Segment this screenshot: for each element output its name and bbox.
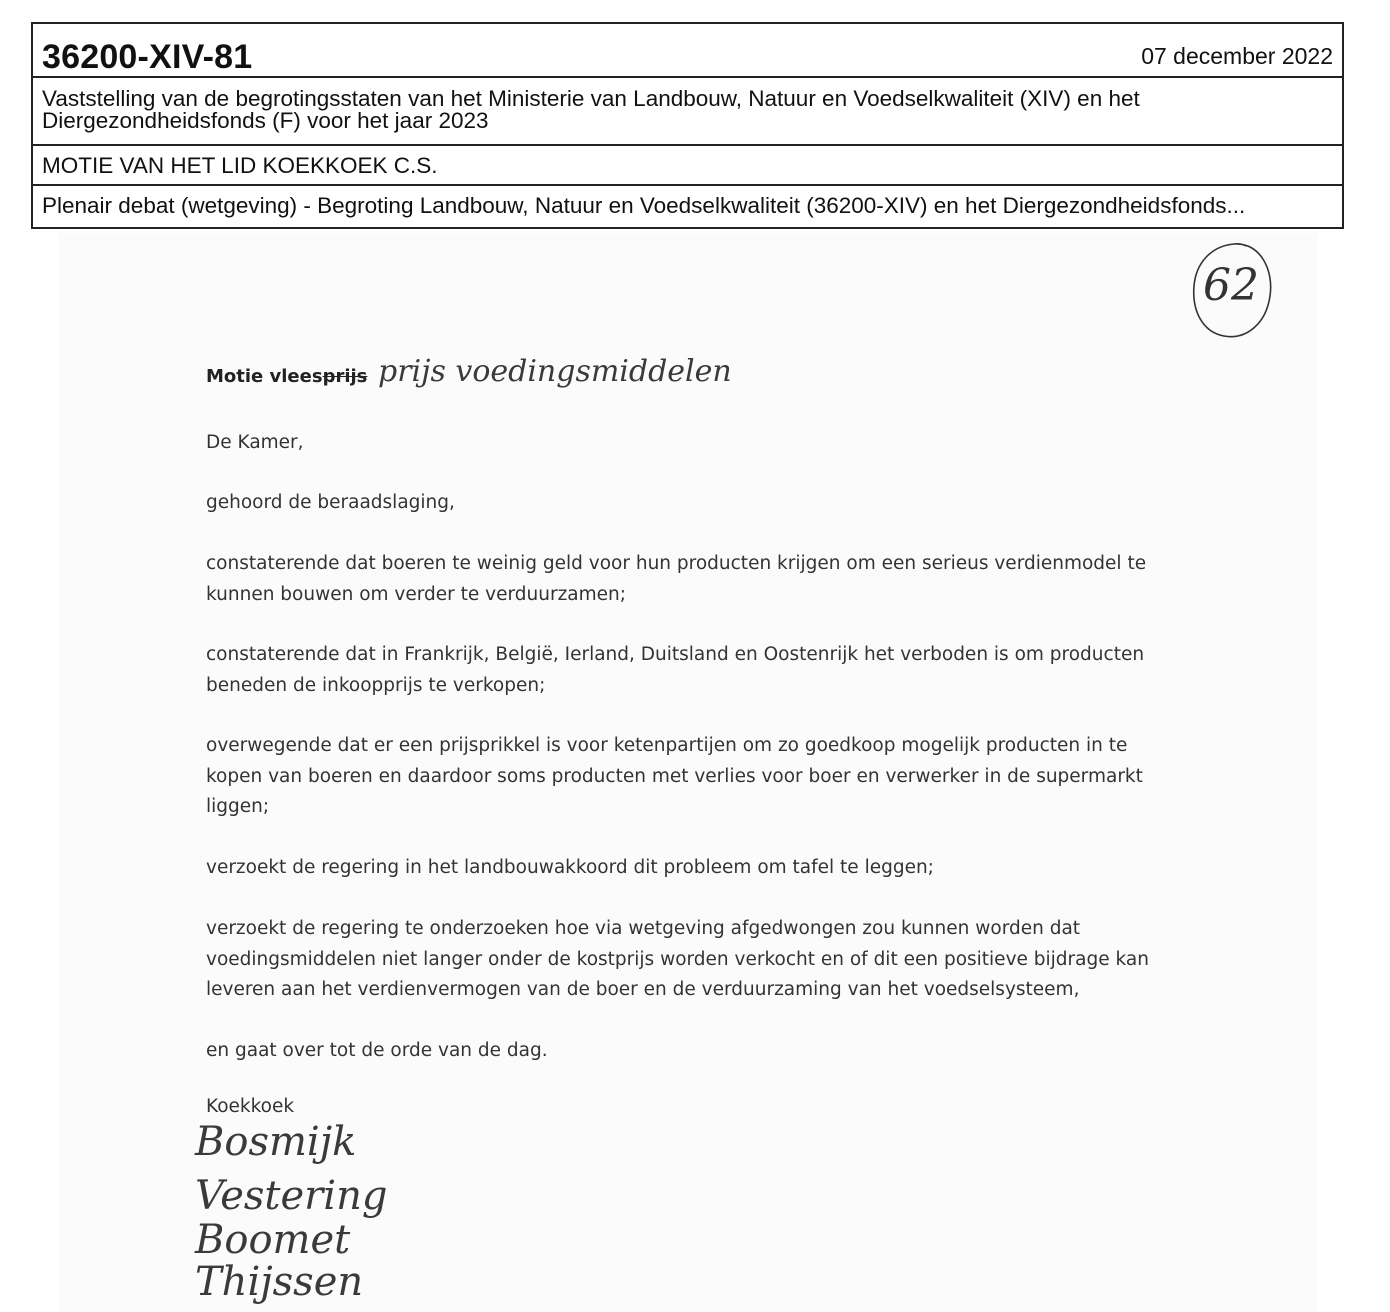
motion-submitter: MOTIE VAN HET LID KOEKKOEK C.S. xyxy=(33,146,1342,186)
motion-title-prefix: Motie xyxy=(206,366,270,387)
header-top-row xyxy=(33,24,1342,78)
paragraph-weighing: overwegende dat er een prijsprikkel is voor ketenpartijen om zo goedkoop mogelijk producten in te kopen van boeren en daardoor soms producten met verlies voor boer en verwerker in de supermarkt liggen; xyxy=(206,735,1143,817)
paragraph-heard: gehoord de beraadslaging, xyxy=(206,492,455,513)
handwritten-title-insert: prijs voedingsmiddelen xyxy=(378,354,732,389)
document-date: 07 december 2022 xyxy=(1141,43,1333,69)
motion-title xyxy=(206,366,367,387)
paragraph-closing: en gaat over tot de orde van de dag. xyxy=(206,1040,548,1061)
document-title: Vaststelling van de begrotingsstaten van het Ministerie van Landbouw, Natuur en Voedselkwaliteit (XIV) en het Diergezondheidsfonds (F) voor het jaar 2023 xyxy=(33,78,1342,146)
paragraph-request-1: verzoekt de regering in het landbouwakkoord dit probleem om tafel te leggen; xyxy=(206,857,934,878)
handwritten-signature: Vestering xyxy=(195,1173,388,1219)
circled-number-annotation xyxy=(1190,240,1272,340)
motion-title-kept: vlees xyxy=(269,366,323,387)
paragraph-considering-2: constaterende dat in Frankrijk, België, Ierland, Duitsland en Oostenrijk het verboden is om producten beneden de inkoopprijs te verkopen; xyxy=(206,644,1145,696)
motion-title-struck: prijs xyxy=(322,366,368,387)
document-header xyxy=(31,22,1344,229)
circled-number: 62 xyxy=(1203,260,1259,311)
document-number: 36200-XIV-81 xyxy=(42,38,253,76)
salutation: De Kamer, xyxy=(206,432,304,453)
debate-title: Plenair debat (wetgeving) - Begroting Landbouw, Natuur en Voedselkwaliteit (36200-XIV) en het Diergezondheidsfonds... xyxy=(42,193,1246,218)
handwritten-signature: Bosmijk xyxy=(195,1119,357,1165)
handwritten-signature: Thijssen xyxy=(195,1259,364,1305)
paragraph-considering-1: constaterende dat boeren te weinig geld voor hun producten krijgen om een serieus verdienmodel te kunnen bouwen om verder te verduurzamen; xyxy=(206,553,1147,605)
typed-signer: Koekkoek xyxy=(206,1096,295,1117)
handwritten-signature: Boomet xyxy=(195,1217,351,1263)
paragraph-request-2: verzoekt de regering te onderzoeken hoe via wetgeving afgedwongen zou kunnen worden dat voedingsmiddelen niet langer onder de kostprijs worden verkocht en of dit een positieve bijdrage kan leveren aan het verdienvermogen van de boer en de verduurzaming van het voedselsysteem, xyxy=(206,918,1149,1000)
